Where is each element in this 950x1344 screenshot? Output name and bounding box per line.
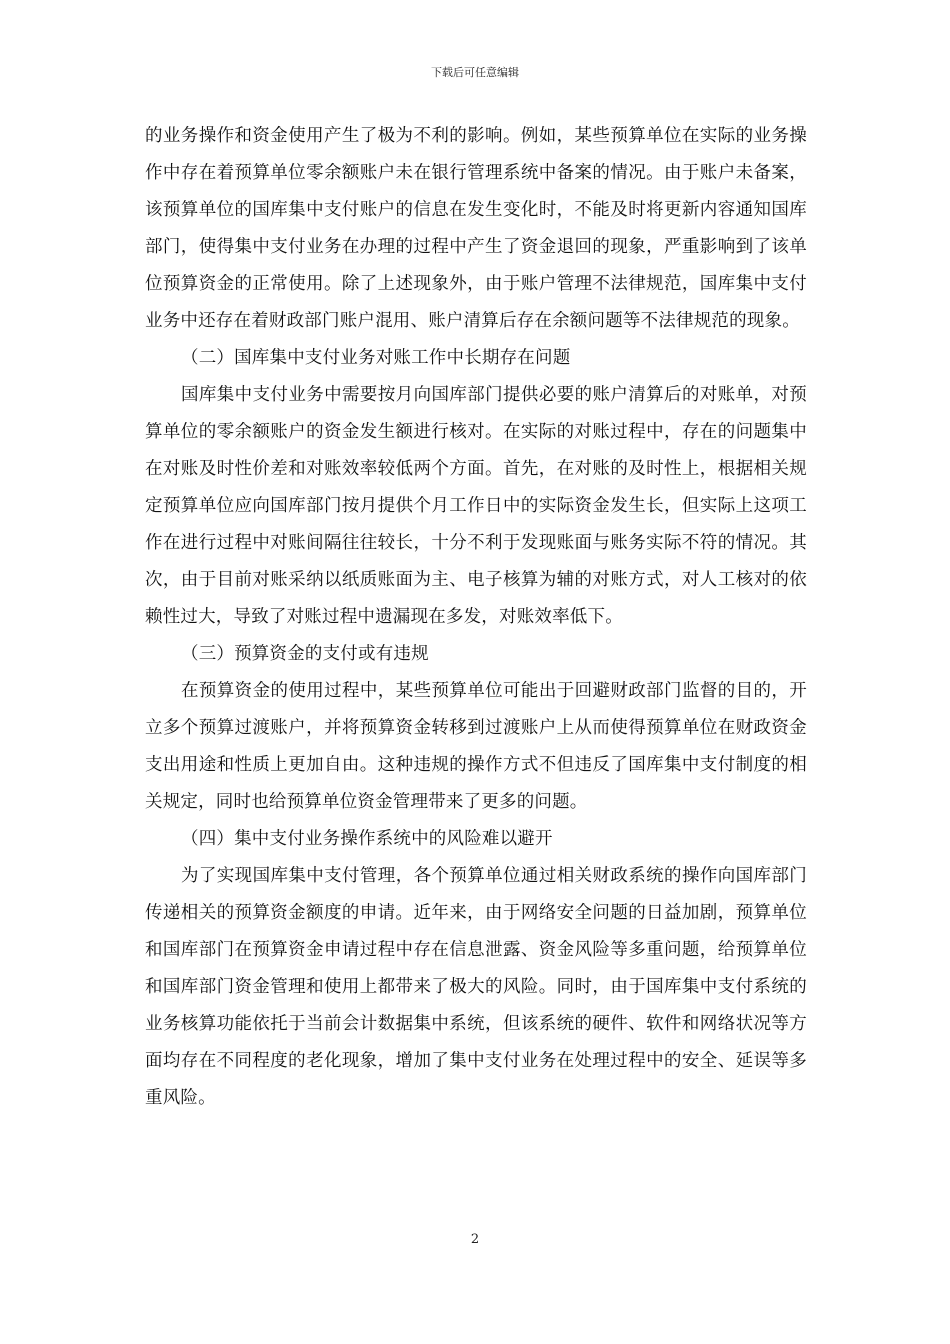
page-header: 下载后可任意编辑 [431,66,519,79]
paragraph-system-risk: 为了实现国库集中支付管理，各个预算单位通过相关财政系统的操作向国库部门传递相关的预算资金额度的申请。近年来，由于网络安全问题的日益加剧，预算单位和国库部门在预算资金申请过程中存在信息泄露、资金风险等多重问题，给预算单位和国库部门资金管理和使用上都带来了极大的风险。同时，由于国库集中支付系统的业务核算功能依托于当前会计数据集中系统，但该系统的硬件、软件和网络状况等方面均存在不同程度的老化现象，增加了集中支付业务在处理过程中的安全、延误等多重风险。 [145,866,807,1108]
section-heading-2: （二）国库集中支付业务对账工作中长期存在问题 [181,348,571,368]
section-heading-4: （四）集中支付业务操作系统中的风险难以避开 [181,829,553,849]
paragraph-continued: 的业务操作和资金使用产生了极为不利的影响。例如，某些预算单位在实际的业务操作中存在着预算单位零余额账户未在银行管理系统中备案的情况。由于账户未备案，该预算单位的国库集中支付账户的信息在发生变化时，不能及时将更新内容通知国库部门，使得集中支付业务在办理的过程中产生了资金退回的现象，严重影响到了该单位预算资金的正常使用。除了上述现象外，由于账户管理不法律规范，国库集中支付业务中还存在着财政部门账户混用、账户清算后存在余额问题等不法律规范的现象。 [145,126,807,331]
page-number: 2 [470,1232,480,1247]
section-heading-3: （三）预算资金的支付或有违规 [181,644,429,664]
paragraph-payment-violation: 在预算资金的使用过程中，某些预算单位可能出于回避财政部门监督的目的，开立多个预算过渡账户，并将预算资金转移到过渡账户上从而使得预算单位在财政资金支出用途和性质上更加自由。这种违规的操作方式不但违反了国库集中支付制度的相关规定，同时也给预算单位资金管理带来了更多的问题。 [145,681,807,812]
document-body [145,118,807,1117]
paragraph-reconciliation: 国库集中支付业务中需要按月向国库部门提供必要的账户清算后的对账单，对预算单位的零余额账户的资金发生额进行核对。在实际的对账过程中，存在的问题集中在对账及时性价差和对账效率较低两个方面。首先，在对账的及时性上，根据相关规定预算单位应向国库部门按月提供个月工作日中的实际资金发生长，但实际上这项工作在进行过程中对账间隔往往较长，十分不利于发现账面与账务实际不符的情况。其次，由于目前对账采纳以纸质账面为主、电子核算为辅的对账方式，对人工核对的依赖性过大，导致了对账过程中遗漏现在多发，对账效率低下。 [145,385,807,627]
